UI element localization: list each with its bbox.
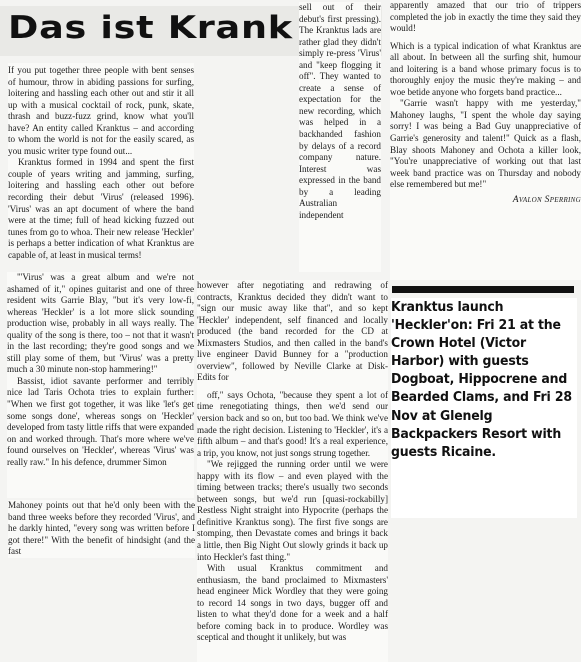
article-intro-paragraph: If you put together three people with bent senses of humour, throw in abiding passions for surfing, loitering and hassling each other out and stir it all up with a musical cocktail of rock, punk, skate, thrash and buzz-fuzz grind, know what you'll have? An entity called Kranktus – and according to whom the world is not for the easily scared, as you music writer type found out... [8, 65, 194, 156]
gig-listing-box [391, 298, 577, 518]
article-column-1-top [8, 63, 194, 260]
article-column-1-middle [7, 272, 194, 498]
article-paragraph: Kranktus formed in 1994 and spent the first couple of years writing and jamming, surfing, loitering and hassling each other out before recording their debut 'Virus' (released 1996). 'Virus' was an apt document of where the band were at the time; full of head kicking fuzzed out tunes from go to whoa. Their new release 'Heckler' is perhaps a better indication of what Kranktus are capable of, at least in musical terms! [8, 157, 194, 260]
article-paragraph: sell out of their debut's first pressing). The Kranktus lads are rather glad they didn't simply re-press 'Virus' and "keep flogging it off". They wanted to create a sense of expectation for the new recording, which was helped in a backhanded fashion by delays of a record company nature. Interest was expressed in the band by a leading Australian independent [299, 2, 381, 220]
article-column-1-bottom [8, 500, 195, 558]
article-column-2-top [299, 2, 381, 272]
article-paragraph: With usual Kranktus commitment and enthusiasm, the band proclaimed to Mixmasters' head engineer Mick Wordley that they were going to record 14 songs in two days, bugger off and listen to what they'd done for a week and a half before coming back in to produce. Wordley was sceptical and thought it unlikely, but was [197, 563, 388, 643]
article-paragraph: Bassist, idiot savante performer and terribly nice lad Taris Ochota tries to explain further: "When we first got together, it was like 'let's get some songs done', whereas songs on 'Heckler' developed from tasty little riffs that were expanded on and worked through. That's more where we've found ourselves on 'Heckler', whereas 'Virus' was really raw." In his defence, drummer Simon [7, 375, 194, 467]
article-column-3 [390, 0, 581, 280]
article-paragraph: "Garrie wasn't happy with me yesterday," Mahoney laughs, "I spent the whole day saying sorry! I was being a Bad Guy unappreciative of Garrie's generosity and talent!" Quick as a flash, Blay shoots Mahoney and Ochota a killer look, "You're unappreciative of working out that last week band practice was on Thursday and nobody else remembered but me!" [390, 98, 581, 190]
article-paragraph: however after negotiating and redrawing of contracts, Kranktus decided they didn't want to "sign our music away like that", and so kept 'Heckler' independent, self financed and locally produced (the band recorded for the CD at Mixmasters Studios, and then called in the band's live engineer David Bunney for a "production overview", followed by Neville Clarke at Disk-Edits for [197, 280, 388, 383]
article-column-2-bottom [197, 280, 388, 662]
gig-listing-text: Kranktus launch 'Heckler'on: Fri 21 at the Crown Hotel (Victor Harbor) with guests Dogboat, Hippocrene and Bearded Clams, and Fri 28 Nov at Glenelg Backpackers Resort with guests Ricaine. [391, 299, 572, 460]
article-paragraph: "'Virus' was a great album and we're not ashamed of it," opines guitarist and one of three resident wits Garrie Blay, "but it's very low-fi, whereas 'Heckler' is a lot more slick sounding production wise, probably in all ways really. The quality of the song is there, too – not that it wasn't in the last recording; they're good songs and we still play some of them, but 'Virus' was a pretty much a 30 minute non-stop hammering!" [7, 272, 194, 375]
article-paragraph: off," says Ochota, "because they spent a lot of time renegotiating things, then we'd send our version back and so on, but too bad. We think we've made the right decision. Listening to 'Heckler', it's a fifth album – and that's good! It's a real experience, a trip, you know, not just songs strung together. [197, 389, 388, 458]
page-title: Das ist Krank [8, 10, 293, 46]
article-paragraph: Which is a typical indication of what Kranktus are all about. In between all the surfing shit, humour and loitering is a band whose primary focus is to thoroughly enjoy the music they're making – and woe betide anyone who forgets band practice... [390, 40, 581, 97]
article-paragraph: "We rejigged the running order until we were happy with its flow – and even played with the timing between tracks; there's usually two seconds between songs, but we'd run [quasi-rockabilly] Restless Night straight into Hypocrite (perhaps the definitive Kranktus song). The first five songs are stomping, then Devastate comes and brings it back a little, then Big Night Out slowly grinds it back up into Heckler's fast thing." [197, 459, 388, 562]
section-divider [392, 286, 574, 293]
article-paragraph: Mahoney points out that he'd only been with the band three weeks before they recorded 'Virus', and he darkly hinted, "every song was written before I got there!" With the benefit of hindsight (and the fast [8, 500, 195, 557]
article-paragraph: apparently amazed that our trio of trippers completed the job in exactly the time they said they would! [390, 0, 581, 34]
author-byline: Avalon Sperring [512, 194, 581, 205]
